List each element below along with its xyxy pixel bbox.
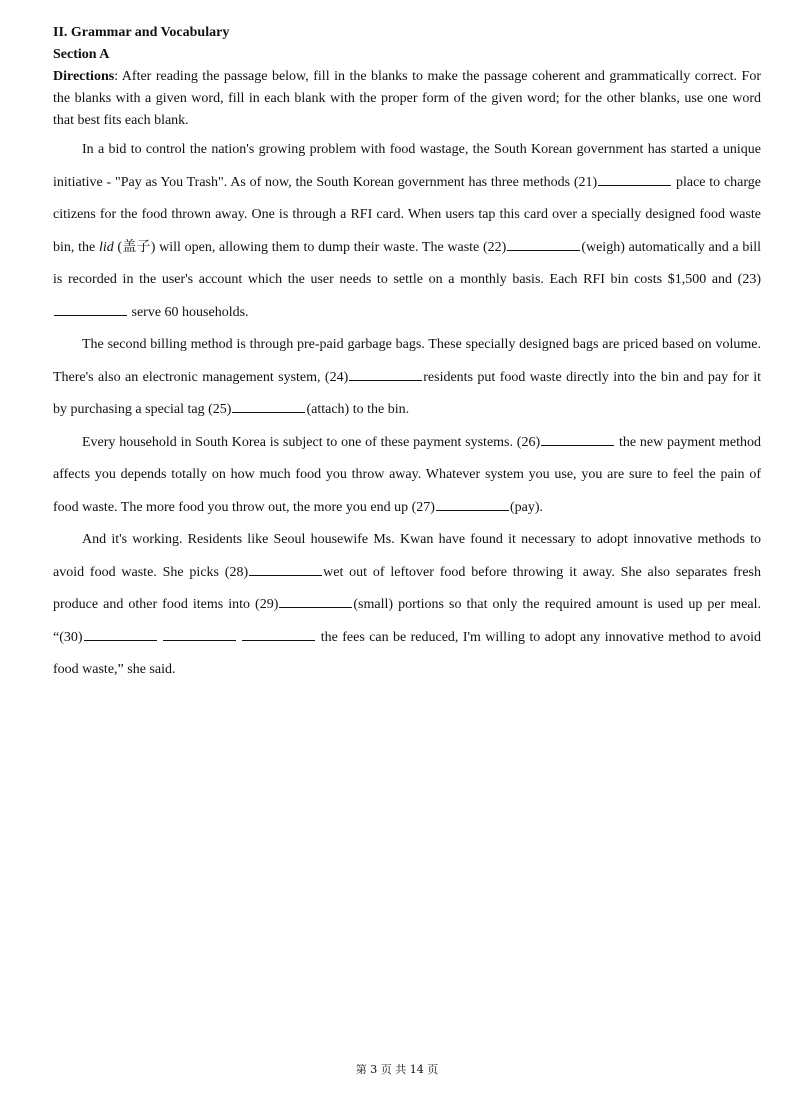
- p1-text-3: (盖子) will open, allowing them to dump their waste. The waste (22): [113, 239, 507, 255]
- paragraph-1: [53, 134, 761, 329]
- blank-21[interactable]: [598, 184, 671, 186]
- blank-30c[interactable]: [242, 639, 315, 641]
- blank-30a[interactable]: [84, 639, 157, 641]
- directions: [53, 66, 761, 132]
- blank-29[interactable]: [279, 606, 352, 608]
- part-title: II. Grammar and Vocabulary: [53, 25, 230, 40]
- paragraph-3: [53, 427, 761, 525]
- blank-27[interactable]: [436, 509, 509, 511]
- directions-text: : After reading the passage below, fill in the blanks to make the passage coherent and grammatically correct. For the blanks with a given word, fill in each blank with the proper form of the given word; for the other blanks, use one word that best fits each blank.: [53, 69, 761, 128]
- p4-text-2: wet out of leftover food before throwing it away. She also separates fresh produce and other food items into (29): [53, 564, 761, 612]
- paragraph-2: [53, 329, 761, 427]
- blank-28[interactable]: [249, 574, 322, 576]
- lid-word: lid: [98, 239, 114, 255]
- blank-24[interactable]: [349, 379, 422, 381]
- blank-26[interactable]: [541, 444, 614, 446]
- p4-text-1: And it's working. Residents like Seoul housewife Ms. Kwan have found it necessary to adopt innovative methods to avoid food waste. She picks (28): [53, 532, 761, 580]
- paragraph-4: [53, 524, 761, 687]
- p1-text-4: (weigh) automatically and a bill is recorded in the user's account which the user needs to settle on a monthly basis. Each RFI bin costs $1,500 and (23): [53, 239, 762, 287]
- p2-text-1: The second billing method is through pre-paid garbage bags. These specially designed bags are priced based on volume. There's also an electronic management system, (24): [53, 337, 761, 385]
- p1-text-5: serve 60 households.: [128, 304, 249, 320]
- blank-22[interactable]: [507, 249, 580, 251]
- p4-text-4: the fees can be reduced, I'm willing to adopt any innovative method to avoid food waste,” she said.: [53, 629, 762, 677]
- blank-23[interactable]: [54, 314, 127, 316]
- p3-text-1: Every household in South Korea is subject to one of these payment systems. (26): [82, 434, 541, 450]
- p1-text-2: place to charge citizens for the food thrown away. One is through a RFI card. When users tap this card over a specially designed food waste bin, the: [53, 174, 761, 255]
- blank-25[interactable]: [232, 411, 305, 413]
- p3-text-2: the new payment method affects you depends totally on how much food you throw away. Whatever system you use, you are sure to feel the pain of food waste. The more food you throw out, the more you end up (27): [53, 434, 761, 515]
- passage: [53, 134, 761, 687]
- p1-text-1: In a bid to control the nation's growing problem with food wastage, the South Korean government has started a unique initiative - "Pay as You Trash". As of now, the South Korean government has three methods (21): [53, 142, 761, 190]
- p3-text-3: (pay).: [509, 499, 543, 515]
- directions-label: Directions: [53, 69, 115, 84]
- p4-text-3: (small) portions so that only the required amount is used up per meal. “(30): [53, 597, 761, 645]
- p2-text-2: residents put food waste directly into the bin and pay for it by purchasing a special tag (25): [53, 369, 761, 417]
- exam-page: [53, 22, 761, 687]
- section-title: Section A: [53, 47, 110, 62]
- p2-text-3: (attach) to the bin.: [306, 402, 410, 417]
- blank-30b[interactable]: [163, 639, 236, 641]
- page-number: 第 3 页 共 14 页: [355, 1063, 439, 1076]
